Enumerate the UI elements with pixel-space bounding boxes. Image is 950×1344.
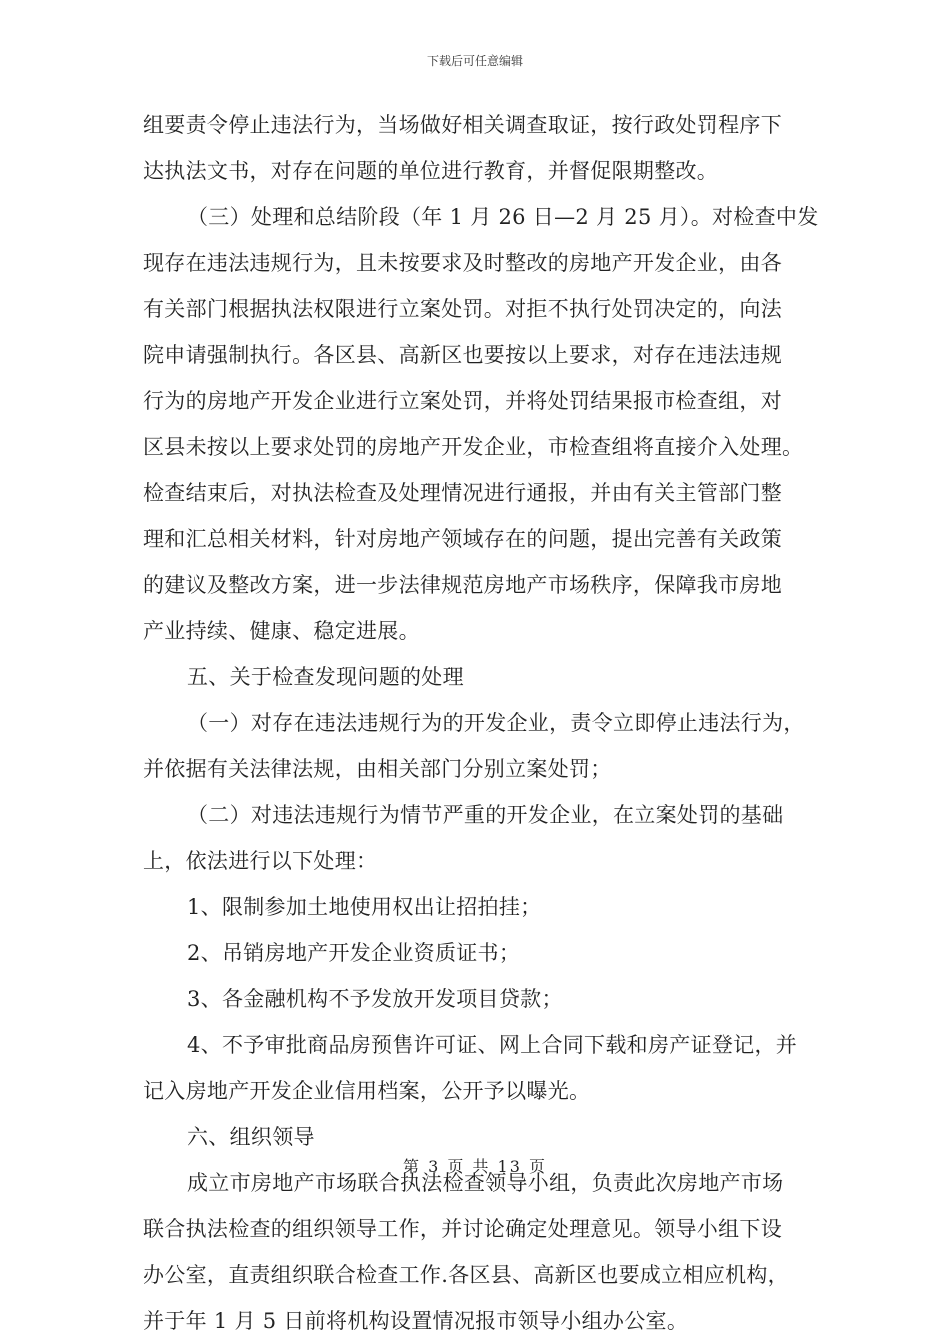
paragraph-line: 联合执法检查的组织领导工作，并讨论确定处理意见。领导小组下设: [143, 1217, 782, 1241]
page-header: 下载后可任意编辑: [426, 54, 523, 68]
paragraph-line: 的建议及整改方案，进一步法律规范房地产市场秩序，保障我市房地: [143, 573, 782, 597]
paragraph-line: 记入房地产开发企业信用档案，公开予以曝光。: [143, 1079, 591, 1103]
paragraph-line: 办公室，直责组织联合检查工作.各区县、高新区也要成立相应机构，: [143, 1263, 789, 1287]
paragraph-line: 并依据有关法律法规，由相关部门分别立案处罚；: [143, 757, 612, 781]
section-heading: 六、组织领导: [187, 1125, 315, 1149]
paragraph-line: 区县未按以上要求处罚的房地产开发企业，市检查组将直接介入处理。: [143, 435, 804, 459]
paragraph-line: 产业持续、健康、稳定进展。: [143, 619, 420, 643]
paragraph-line: 组要责令停止违法行为，当场做好相关调查取证，按行政处罚程序下: [143, 113, 782, 137]
paragraph-line: （二）对违法违规行为情节严重的开发企业，在立案处罚的基础: [187, 803, 784, 827]
section-heading: 五、关于检查发现问题的处理: [187, 665, 464, 689]
paragraph-line: 有关部门根据执法权限进行立案处罚。对拒不执行处罚决定的，向法: [143, 297, 782, 321]
paragraph-line: 理和汇总相关材料，针对房地产领域存在的问题，提出完善有关政策: [143, 527, 782, 551]
list-item: 4、不予审批商品房预售许可证、网上合同下载和房产证登记，并: [187, 1033, 798, 1057]
paragraph-line: 院申请强制执行。各区县、高新区也要按以上要求，对存在违法违规: [143, 343, 782, 367]
paragraph-line: （三）处理和总结阶段（年 1 月 26 日—2 月 25 月）。对检查中发: [187, 205, 819, 229]
paragraph-line: 成立市房地产市场联合执法检查领导小组，负责此次房地产市场: [187, 1171, 784, 1195]
page-footer: 第 3 页 共 13 页: [403, 1157, 547, 1176]
paragraph-line: 现存在违法违规行为，且未按要求及时整改的房地产开发企业，由各: [143, 251, 782, 275]
paragraph-line: （一）对存在违法违规行为的开发企业，责令立即停止违法行为，: [187, 711, 805, 735]
list-item: 2、吊销房地产开发企业资质证书；: [187, 941, 521, 965]
paragraph-line: 检查结束后，对执法检查及处理情况进行通报，并由有关主管部门整: [143, 481, 782, 505]
list-item: 1、限制参加土地使用权出让招拍挂；: [187, 895, 542, 919]
list-item: 3、各金融机构不予发放开发项目贷款；: [187, 987, 563, 1011]
paragraph-line: 达执法文书，对存在问题的单位进行教育，并督促限期整改。: [143, 159, 719, 183]
paragraph-line: 上，依法进行以下处理：: [143, 849, 378, 873]
paragraph-line: 并于年 1 月 5 日前将机构设置情况报市领导小组办公室。: [143, 1309, 689, 1333]
paragraph-line: 行为的房地产开发企业进行立案处罚，并将处罚结果报市检查组，对: [143, 389, 782, 413]
